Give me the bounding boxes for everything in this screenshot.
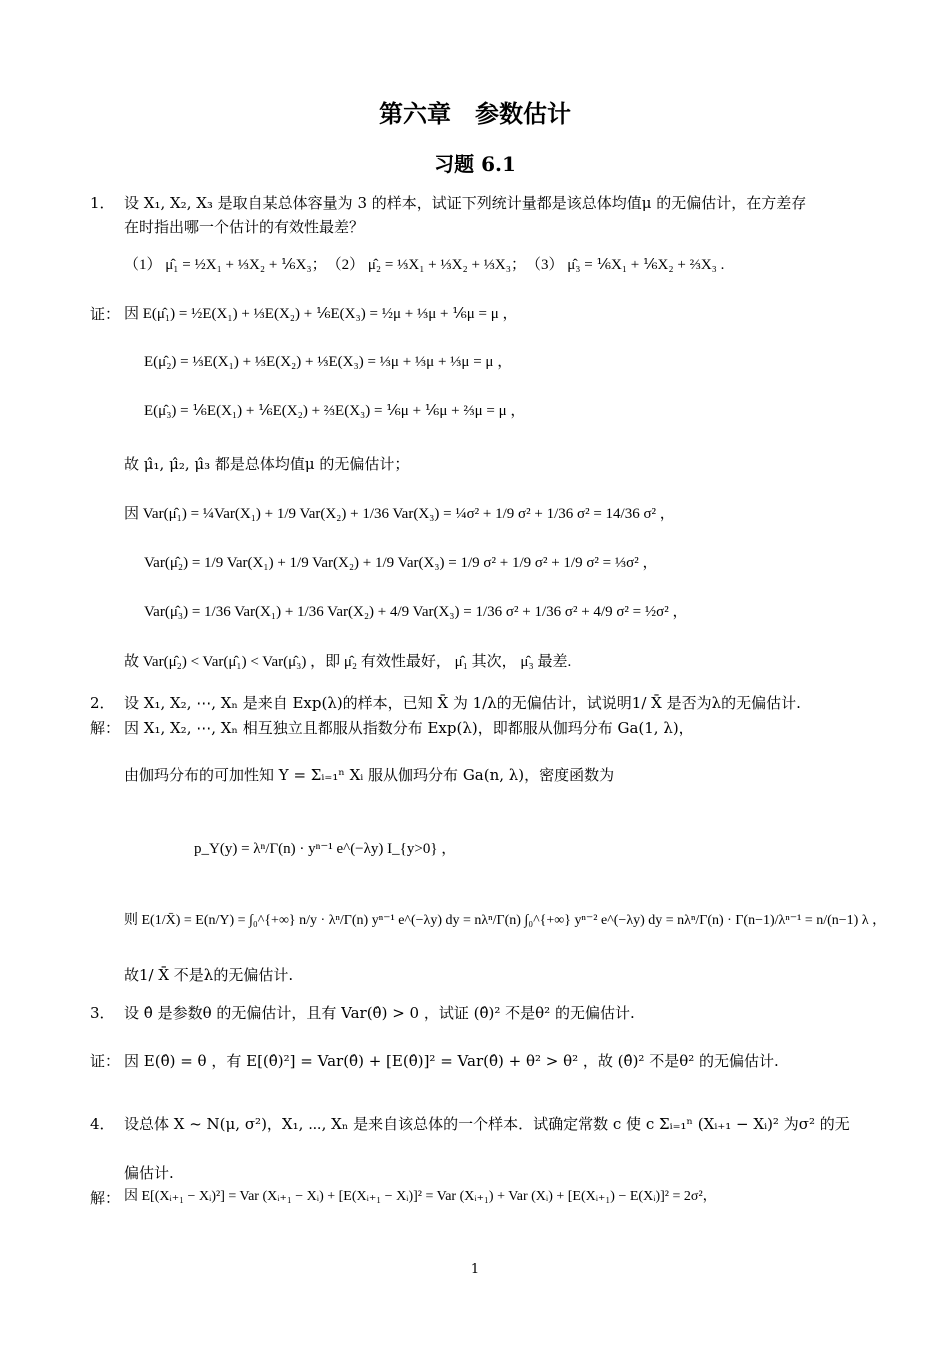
expectation-line-1: 因 E(μ̂₁) = ½E(X₁) + ⅓E(X₂) + ⅙E(X₃) = ½μ + ⅓μ + ⅙μ = μ ，	[124, 306, 518, 322]
problem-2-statement: 设 X₁, X₂, ⋯, Xₙ 是来自 Exp(λ)的样本，已知 X̄ 为 1/λ的无偏估计，试说明1/ X̄ 是否为λ的无偏估计.	[124, 694, 801, 712]
proof-label: 证：	[90, 1052, 121, 1070]
unbiased-conclusion: 故 μ̂₁, μ̂₂, μ̂₃ 都是总体均值μ 的无偏估计；	[124, 455, 410, 473]
problem-4-number: 4．	[90, 1115, 115, 1133]
problem-1-number: 1．	[90, 194, 115, 212]
problem-1-estimators: （1） μ̂₁ = ½X₁ + ⅓X₂ + ⅙X₃； （2） μ̂₂ = ⅓X₁ + ⅓X₂ + ⅓X₃； （3） μ̂₃ = ⅙X₁ + ⅙X₂ + ⅔X₃ .	[124, 257, 725, 273]
problem-1-statement: 设 X₁, X₂, X₃ 是取自某总体容量为 3 的样本，试证下列统计量都是该总体均值μ 的无偏估计，在方差存	[124, 194, 807, 212]
expectation-line-3: E(μ̂₃) = ⅙E(X₁) + ⅙E(X₂) + ⅔E(X₃) = ⅙μ + ⅙μ + ⅔μ = μ ，	[144, 403, 526, 419]
chapter-title: 第六章 参数估计	[379, 99, 571, 128]
solution-2-line-2: 由伽玛分布的可加性知 Y = Σᵢ₌₁ⁿ Xᵢ 服从伽玛分布 Ga(n, λ)，密度函数为	[124, 766, 615, 784]
solution-2-conclusion: 故1/ X̄ 不是λ的无偏估计.	[124, 966, 294, 984]
variance-line-1: 因 Var(μ̂₁) = ¼Var(X₁) + 1/9 Var(X₂) + 1/36 Var(X₃) = ¼σ² + 1/9 σ² + 1/36 σ² = 14/36 σ² ，	[124, 506, 675, 522]
expectation-line-2: E(μ̂₂) = ⅓E(X₁) + ⅓E(X₂) + ⅓E(X₃) = ⅓μ + ⅓μ + ⅓μ = μ ，	[144, 354, 513, 370]
solution-4-line-1: 因 E[(Xᵢ₊₁ − Xᵢ)²] = Var (Xᵢ₊₁ − Xᵢ) + [E(Xᵢ₊₁ − Xᵢ)]² = Var (Xᵢ₊₁) + Var (Xᵢ) + [E(Xᵢ₊₁) − E(Xᵢ)]² = 2σ²，	[124, 1189, 717, 1204]
solution-label: 解：	[90, 719, 121, 737]
problem-4-statement-cont: 偏估计.	[124, 1164, 174, 1182]
solution-label: 解：	[90, 1189, 121, 1207]
variance-line-3: Var(μ̂₃) = 1/36 Var(X₁) + 1/36 Var(X₂) + 4/9 Var(X₃) = 1/36 σ² + 1/36 σ² + 4/9 σ² = ½σ² ，	[144, 604, 688, 620]
proof-3-line: 因 E(θ̂) = θ ，有 E[(θ̂)²] = Var(θ̂) + [E(θ̂)]² = Var(θ̂) + θ² > θ² ，故 (θ̂)² 不是θ² 的无偏估计.	[124, 1052, 779, 1070]
efficiency-conclusion: 故 Var(μ̂₂) < Var(μ̂₁) < Var(μ̂₃) ，即 μ̂₂ 有效性最好， μ̂₁ 其次， μ̂₃ 最差.	[124, 654, 572, 670]
variance-line-2: Var(μ̂₂) = 1/9 Var(X₁) + 1/9 Var(X₂) + 1/9 Var(X₃) = 1/9 σ² + 1/9 σ² + 1/9 σ² = ⅓σ² ，	[144, 555, 658, 571]
solution-2-line-1: 因 X₁, X₂, ⋯, Xₙ 相互独立且都服从指数分布 Exp(λ)，即都服从伽玛分布 Ga(1, λ)，	[124, 719, 694, 737]
problem-4-statement: 设总体 X ~ N(μ, σ²)，X₁, ⋯, Xₙ 是来自该总体的一个样本．试确定常数 c 使 c Σᵢ₌₁ⁿ (Xᵢ₊₁ − Xᵢ)² 为σ² 的无	[124, 1115, 850, 1133]
problem-1-statement-cont: 在时指出哪一个估计的有效性最差？	[124, 218, 365, 236]
problem-2-number: 2．	[90, 694, 115, 712]
problem-3-number: 3．	[90, 1004, 115, 1022]
page-number: 1	[470, 1262, 480, 1277]
section-title: 习题 6.1	[434, 152, 516, 176]
density-function: p_Y(y) = λⁿ/Γ(n) · yⁿ⁻¹ e^(−λy) I_{y>0} ，	[194, 841, 457, 857]
proof-label: 证：	[90, 305, 121, 323]
expectation-integral: 则 E(1/X̄) = E(n/Y) = ∫₀^{+∞} n/y · λⁿ/Γ(n) yⁿ⁻¹ e^(−λy) dy = nλⁿ/Γ(n) ∫₀^{+∞} yⁿ⁻² e^(−λy) dy = nλⁿ/Γ(n) · Γ(n−1)/λⁿ⁻¹ = n/(n−1) λ ，	[124, 913, 887, 928]
problem-3-statement: 设 θ̂ 是参数θ 的无偏估计，且有 Var(θ̂) > 0 ，试证 (θ̂)² 不是θ² 的无偏估计.	[124, 1004, 635, 1022]
